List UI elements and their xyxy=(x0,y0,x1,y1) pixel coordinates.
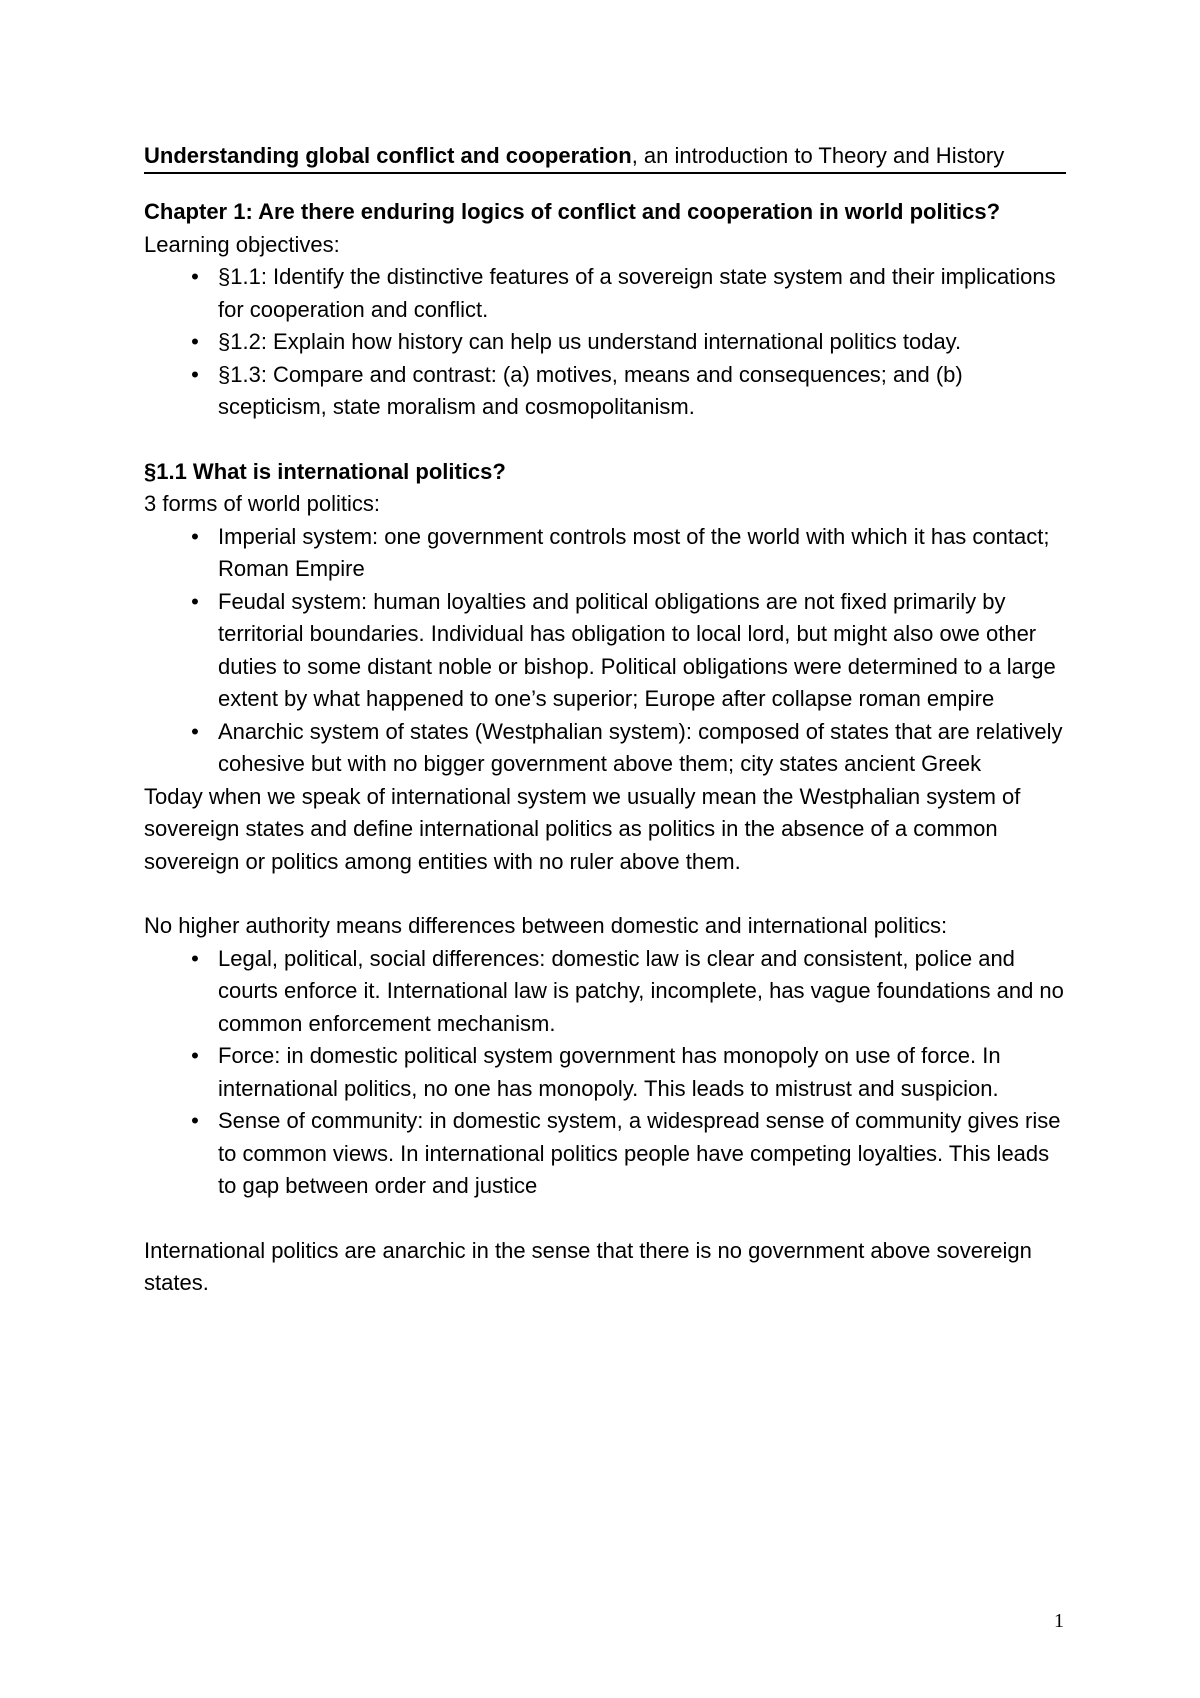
document-title-bold: Understanding global conflict and cooperation xyxy=(144,143,632,168)
bullet-icon: • xyxy=(191,1108,199,1133)
learning-objectives-list xyxy=(144,261,1066,424)
list-item xyxy=(191,1040,1066,1105)
list-item xyxy=(191,716,1066,781)
bullet-icon: • xyxy=(191,588,199,614)
list-item xyxy=(191,326,1066,359)
bullet-icon: • xyxy=(191,264,199,289)
list-item xyxy=(191,521,1066,586)
bullet-icon: • xyxy=(191,329,199,354)
list-item xyxy=(191,261,1066,326)
today-paragraph: Today when we speak of international system we usually mean the Westphalian system of sovereign states and define international politics as politics in the absence of a common sovereign or politics among entities with no ruler above them. xyxy=(144,783,1021,874)
list-item-text: Anarchic system of states (Westphalian system): composed of states that are relatively cohesive but with no bigger government above them; city states ancient Greek xyxy=(218,718,1063,776)
document-title xyxy=(144,140,1066,174)
list-item-text: §1.2: Explain how history can help us understand international politics today. xyxy=(218,329,962,354)
list-item xyxy=(191,1105,1066,1203)
list-item xyxy=(191,943,1066,1041)
document-title-rest: , an introduction to Theory and History xyxy=(631,143,1005,168)
bullet-icon: • xyxy=(191,361,199,387)
closing-paragraph: International politics are anarchic in the sense that there is no government above sovereign states. xyxy=(144,1237,1032,1295)
bullet-icon: • xyxy=(191,945,199,971)
list-item-text: Force: in domestic political system government has monopoly on use of force. In international politics, no one has monopoly. This leads to mistrust and suspicion. xyxy=(218,1043,1001,1101)
list-item-text: Feudal system: human loyalties and political obligations are not fixed primarily by territorial boundaries. Individual has obligation to local lord, but might also owe other duties to some distant noble or bishop. Political obligations were determined to a large extent by what happened to one’s superior; Europe after collapse roman empire xyxy=(218,588,1056,711)
bullet-icon: • xyxy=(191,1043,199,1068)
bullet-icon: • xyxy=(191,718,199,744)
list-item-text: Legal, political, social differences: domestic law is clear and consistent, police and courts enforce it. International law is patchy, incomplete, has vague foundations and no common enforcement mechanism. xyxy=(218,945,1064,1036)
list-item-text: Sense of community: in domestic system, a widespread sense of community gives rise to common views. In international politics people have competing loyalties. This leads to gap between order and justice xyxy=(218,1108,1061,1198)
section-heading: §1.1 What is international politics? xyxy=(144,458,506,484)
authority-intro: No higher authority means differences between domestic and international politics: xyxy=(144,913,948,938)
document-page xyxy=(144,140,1066,1300)
learning-objectives-label: Learning objectives: xyxy=(144,231,340,257)
forms-intro: 3 forms of world politics: xyxy=(144,491,380,516)
differences-list xyxy=(144,943,1066,1203)
list-item-text: §1.1: Identify the distinctive features of a sovereign state system and their implications for cooperation and conflict. xyxy=(218,264,1056,322)
forms-list xyxy=(144,521,1066,781)
list-item-text: §1.3: Compare and contrast: (a) motives, means and consequences; and (b) scepticism, state moralism and cosmopolitanism. xyxy=(218,361,963,419)
list-item xyxy=(191,359,1066,424)
list-item-text: Imperial system: one government controls most of the world with which it has contact; Roman Empire xyxy=(218,523,1050,581)
chapter-heading: Chapter 1: Are there enduring logics of conflict and cooperation in world politics? xyxy=(144,199,1001,224)
list-item xyxy=(191,586,1066,716)
page-number: 1 xyxy=(1054,1610,1064,1632)
bullet-icon: • xyxy=(191,523,199,549)
